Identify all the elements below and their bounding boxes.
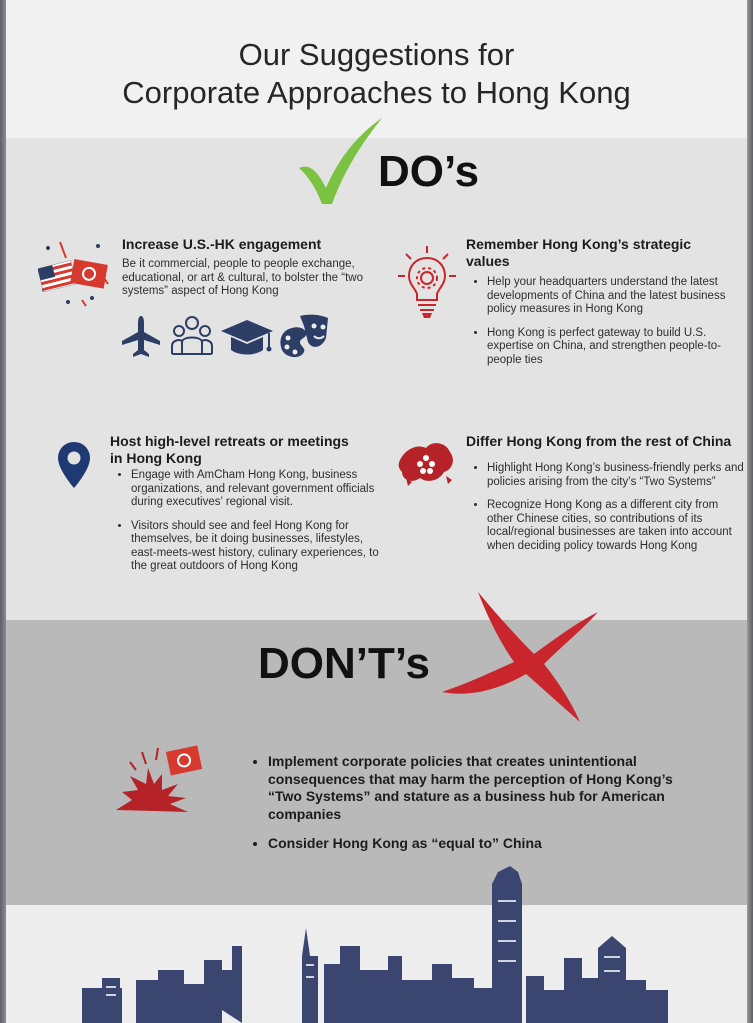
item3-heading: Host high-level retreats or meetings in Hong Kong [110, 433, 349, 466]
list-item: • Consider Hong Kong as “equal to” China [268, 835, 708, 853]
item2-bullets [468, 276, 747, 377]
item4-bullets [468, 462, 747, 563]
item1-text: Be it commercial, people to people exchange, educational, or art & cultural, to bolster the “two systems” aspect of Hong Kong [122, 258, 363, 297]
item1-heading: Increase U.S.-HK engagement [122, 236, 322, 252]
skyline-icon [6, 860, 747, 1023]
list-item: • Recognize Hong Kong as a different city from other Chinese cities, so contributions of its local/regional businesses are taken into account when deciding policy towards Hong Kong [487, 499, 747, 553]
list-item: • Highlight Hong Kong’s business-friendly perks and policies arising from the city’s “Two Systems” [487, 462, 747, 489]
list-item: • Hong Kong is perfect gateway to build U.S. expertise on China, and strengthen people-to-people ties [487, 327, 747, 368]
checkmark-icon [296, 116, 386, 208]
item3-bullets [112, 469, 389, 584]
hong-kong-map-icon [396, 438, 456, 488]
dos-heading: DO’s [378, 147, 480, 196]
title-line-1: Our Suggestions for [238, 37, 515, 72]
list-item: • Engage with AmCham Hong Kong, business organizations, and relevant government officials during executives’ regional visit. [131, 469, 389, 510]
item2-heading: Remember Hong Kong’s strategic values [466, 236, 692, 269]
donts-bullets [252, 753, 708, 865]
art-theater-icon [278, 312, 330, 360]
shattered-flag-icon [112, 740, 206, 816]
list-item: • Visitors should see and feel Hong Kong for themselves, be it doing businesses, lifestyles, east-meets-west history, culinary experiences, to the great outdoors of Hong Kong [131, 520, 389, 574]
list-item: • Help your headquarters understand the latest developments of China and the latest business policy measures in Hong Kong [487, 276, 747, 317]
people-group-icon [170, 314, 214, 358]
list-item: • Implement corporate policies that creates unintentional consequences that may harm the perception of Hong Kong’s “Two Systems” and stature as a business hub for American companies [268, 753, 708, 823]
donts-heading: DON’T’s [258, 639, 430, 688]
title-line-2: Corporate Approaches to Hong Kong [122, 75, 631, 110]
lightbulb-gear-icon [396, 244, 458, 320]
item4-heading: Differ Hong Kong from the rest of China [466, 433, 732, 449]
graduation-cap-icon [219, 318, 275, 358]
location-pin-icon [56, 440, 92, 490]
us-hk-flags-icon [38, 238, 110, 308]
airplane-icon [120, 314, 162, 358]
page-title [6, 36, 747, 112]
cross-icon [438, 588, 604, 726]
